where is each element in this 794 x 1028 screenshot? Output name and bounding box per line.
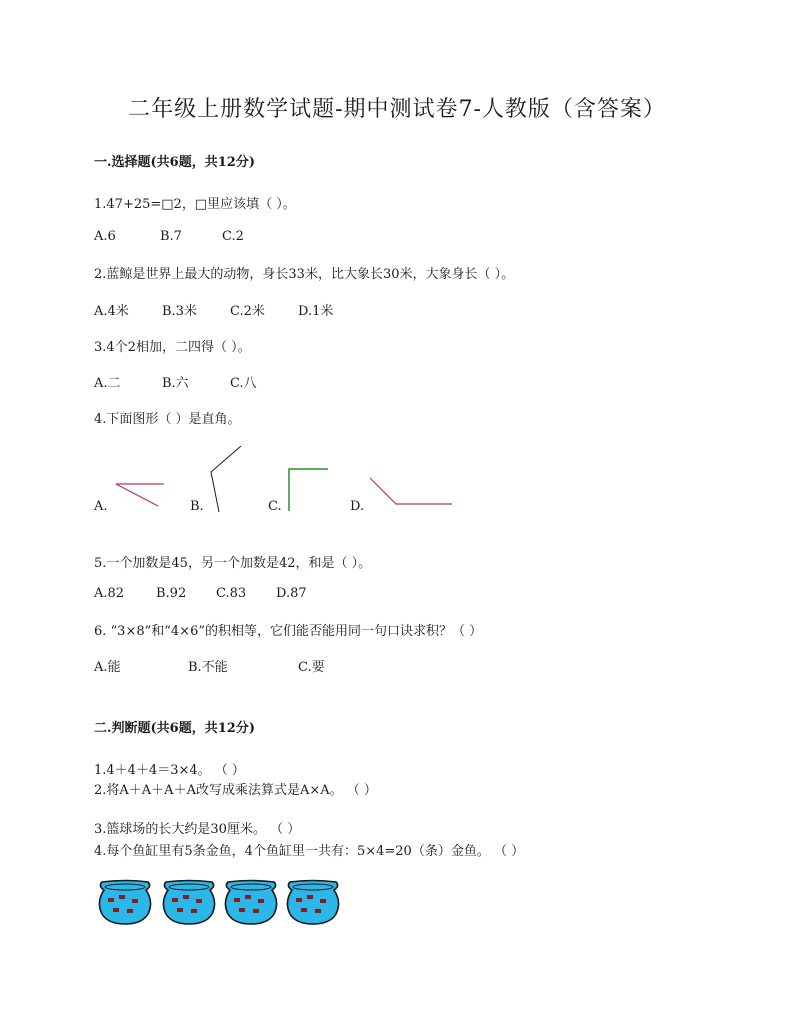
section2-heading: 二.判断题(共6题，共12分): [94, 721, 255, 736]
question-1-3: 3.4个2相加，二四得（ ）。: [94, 340, 251, 355]
fishbowl-icon: [94, 878, 156, 926]
question-2-1: 1.4＋4＋4＝3×4。 （ ）: [94, 763, 245, 778]
options-1-6: [94, 656, 325, 675]
question-1-2: 2.蓝鲸是世界上最大的动物，身长33米，比大象长30米，大象身长（ ）。: [94, 267, 515, 282]
question-1-6: 6. “3×8”和“4×6”的积相等，它们能否能用同一句口诀求积？（ ）: [94, 624, 483, 639]
fishbowl-icon: [158, 878, 220, 926]
question-2-3: 3.篮球场的长大约是30厘米。 （ ）: [94, 822, 301, 837]
question-1-4: 4.下面图形（ ）是直角。: [94, 412, 241, 427]
figure-label-d: D.: [350, 499, 365, 514]
figure-label-c: C.: [268, 499, 282, 514]
option-b: B.92: [156, 586, 187, 601]
page-title: 二年级上册数学试题-期中测试卷7-人教版（含答案）: [128, 97, 666, 122]
option-a: A.能: [94, 660, 121, 675]
question-2-4: 4.每个鱼缸里有5条金鱼，4个鱼缸里一共有：5×4=20（条）金鱼。 （ ）: [94, 844, 525, 859]
section1-heading: 一.选择题(共6题，共12分): [94, 155, 255, 170]
figure-label-a: A.: [94, 499, 108, 514]
figure-d-angle: [366, 474, 456, 510]
option-c: C.2米: [230, 304, 265, 319]
question-1-1: 1.47+25=□2，□里应该填（ ）。: [94, 197, 296, 212]
option-b: B.3米: [162, 304, 197, 319]
figure-c-right-angle: [284, 465, 334, 513]
options-1-2: [94, 300, 333, 319]
option-a: A.4米: [94, 304, 129, 319]
figure-a-angle: [112, 476, 168, 512]
options-1-5: [94, 586, 307, 601]
options-1-1: [94, 229, 244, 244]
option-c: C.83: [216, 586, 247, 601]
figure-label-b: B.: [190, 499, 204, 514]
options-1-3: [94, 372, 257, 391]
option-c: C.八: [230, 376, 257, 391]
question-2-2: 2.将A＋A＋A＋A改写成乘法算式是A×A。 （ ）: [94, 783, 377, 798]
option-d: D.87: [276, 586, 307, 601]
option-a: A.二: [94, 376, 121, 391]
option-d: D.1米: [298, 304, 334, 319]
question-1-5: 5.一个加数是45，另一个加数是42，和是（ ）。: [94, 556, 372, 571]
option-c: C.要: [298, 660, 325, 675]
option-b: B.六: [162, 376, 189, 391]
option-b: B.7: [160, 229, 182, 244]
option-b: B.不能: [188, 660, 228, 675]
fishbowl-icon: [220, 878, 282, 926]
figure-b-angle: [205, 444, 247, 516]
option-c: C.2: [222, 229, 244, 244]
option-a: A.6: [94, 229, 116, 244]
option-a: A.82: [94, 586, 125, 601]
fishbowl-icon: [282, 878, 344, 926]
